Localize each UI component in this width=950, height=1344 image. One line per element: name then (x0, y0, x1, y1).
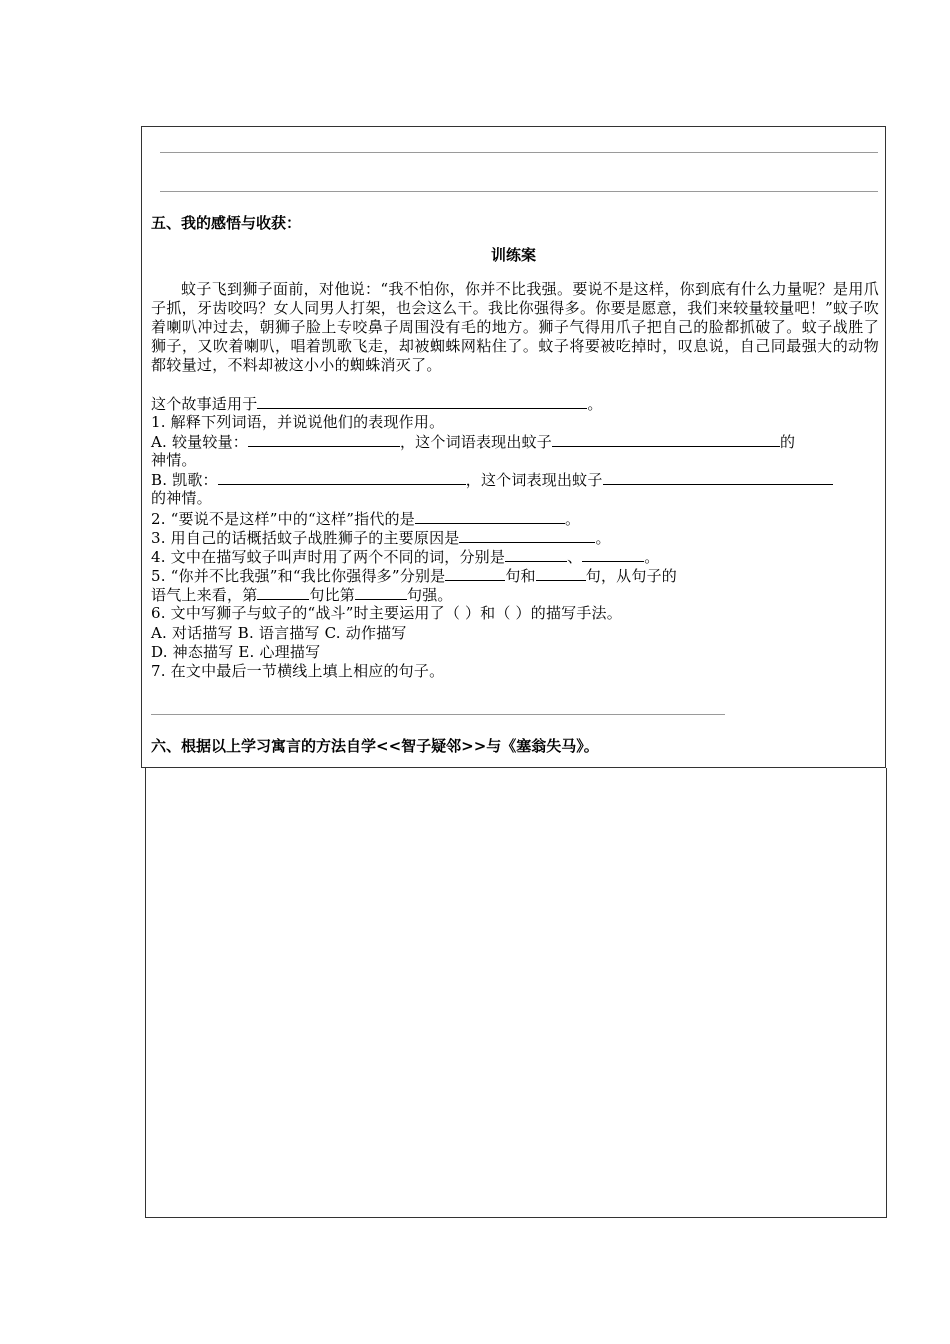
question-5: 5. “你并不比我强”和“我比你强得多”分别是 句和 句，从句子的 (151, 567, 677, 585)
q1b-blank-meaning[interactable] (218, 470, 466, 485)
q1b-blank-expression[interactable] (603, 470, 833, 485)
story-passage (151, 280, 879, 375)
story-text: 蚊子飞到狮子面前，对他说：“我不怕你，你并不比我强。要说不是这样，你到底有什么力量呢？是用爪子抓，牙齿咬吗？女人同男人打架，也会这么干。我比你强得多。你要是愿意，我们来较量较量吧！”蚊子吹着喇叭冲过去，朝狮子脸上专咬鼻子周围没有毛的地方。狮子气得用爪子把自己的脸都抓破了。蚊子战胜了狮子，又吹着喇叭，唱着凯歌飞走，却被蜘蛛网粘住了。蚊子将要被吃掉时，叹息说，自己同最强大的动物都较量过，不料却被这小小的蜘蛛消灭了。 (151, 280, 879, 374)
q5-blank-2[interactable] (536, 566, 586, 581)
training-title: 训练案 (490, 246, 536, 264)
q5-blank-4[interactable] (355, 585, 407, 600)
question-6: 6. 文中写狮子与蚊子的“战斗”时主要运用了（ ）和（ ）的描写手法。 (151, 604, 622, 622)
story-applies-line: 这个故事适用于 。 (151, 395, 603, 413)
question-7: 7. 在文中最后一节横线上填上相应的句子。 (151, 662, 445, 680)
applies-blank[interactable] (257, 394, 587, 409)
question-6-options-1: A. 对话描写 B. 语言描写 C. 动作描写 (151, 624, 407, 642)
q5-blank-3[interactable] (257, 585, 309, 600)
q4-blank-2[interactable] (582, 547, 644, 562)
q5-blank-1[interactable] (445, 566, 505, 581)
answer-line-1 (160, 152, 878, 153)
question-3: 3. 用自己的话概括蚊子战胜狮子的主要原因是 。 (151, 529, 611, 547)
applies-label: 这个故事适用于 (151, 395, 258, 413)
question-6-options-2: D. 神态描写 E. 心理描写 (151, 643, 321, 661)
section-6-heading: 六、根据以上学习寓言的方法自学<<智子疑邻>>与《塞翁失马》。 (151, 737, 599, 755)
answer-line-2 (160, 191, 878, 192)
q3-blank[interactable] (459, 528, 595, 543)
question-1: 1. 解释下列词语，并说说他们的表现作用。 (151, 413, 445, 431)
question-2: 2. “要说不是这样”中的“这样”指代的是 。 (151, 510, 581, 528)
worksheet-frame-bottom (145, 768, 887, 1218)
question-5-cont: 语气上来看，第 句比第 句强。 (151, 586, 453, 604)
question-1b-cont: 的神情。 (151, 489, 212, 507)
question-1a: A. 较量较量： ，这个词语表现出蚊子 的 (151, 433, 796, 451)
q2-blank[interactable] (415, 509, 565, 524)
question-1a-cont: 神情。 (151, 451, 197, 469)
answer-line-3[interactable] (151, 714, 725, 715)
q4-blank-1[interactable] (505, 547, 567, 562)
question-1b: B. 凯歌： ，这个词表现出蚊子 (151, 470, 879, 490)
section-5-heading: 五、我的感悟与收获： (151, 214, 302, 232)
question-4: 4. 文中在描写蚊子叫声时用了两个不同的词，分别是 、 。 (151, 548, 660, 566)
q1a-blank-expression[interactable] (552, 432, 780, 447)
q1a-blank-meaning[interactable] (248, 432, 400, 447)
